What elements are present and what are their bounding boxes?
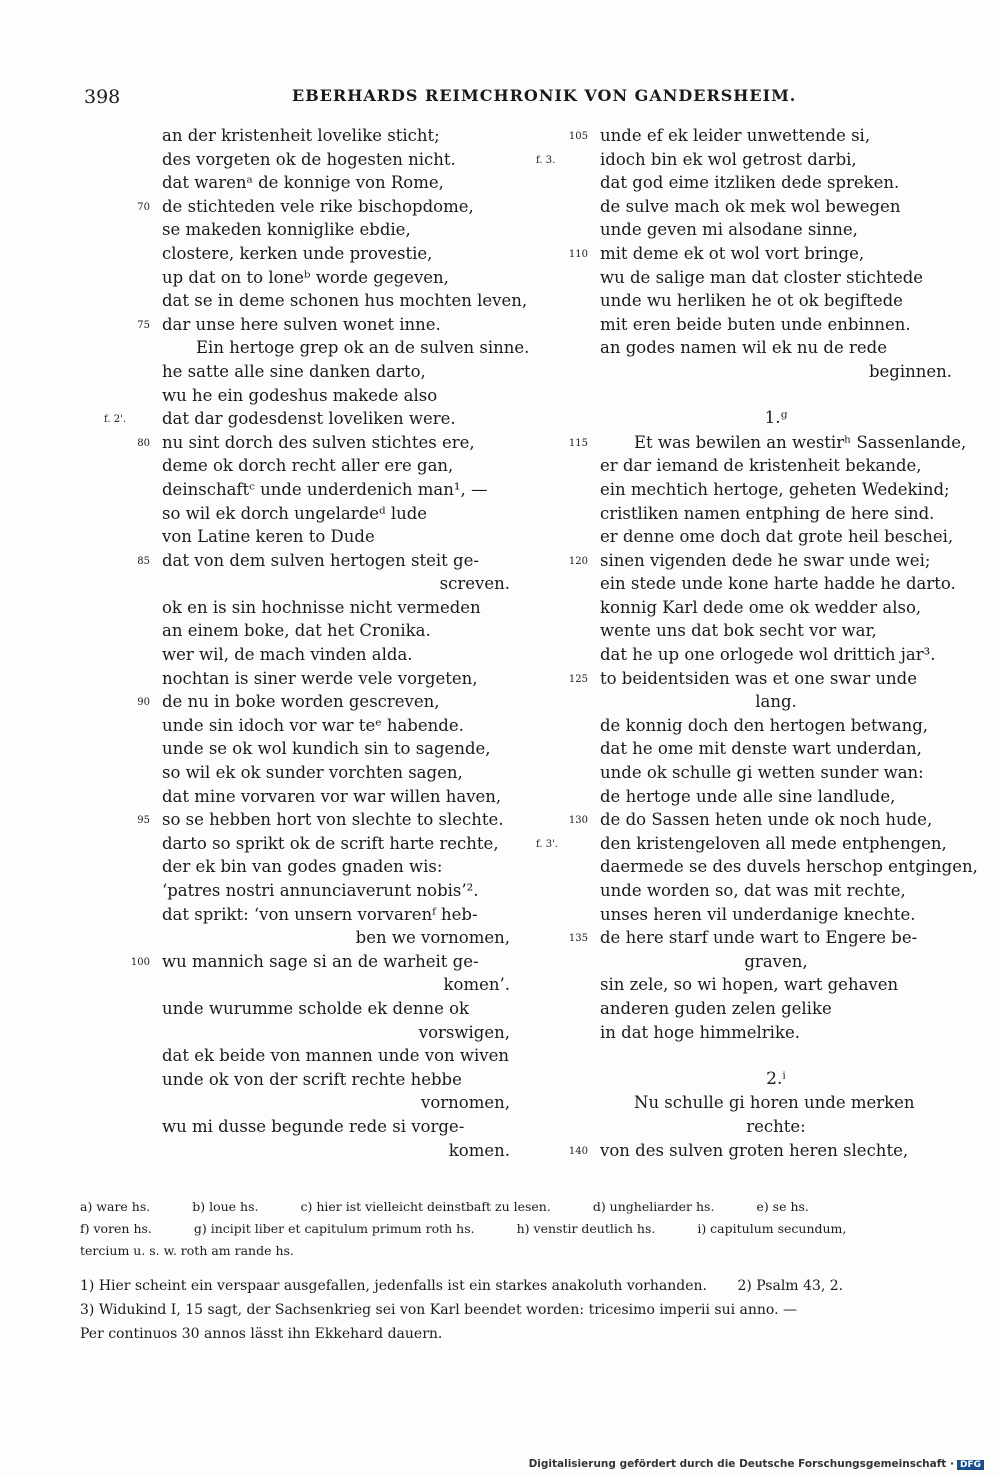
verse-line: [552, 218, 952, 242]
verse-line: [536, 148, 952, 172]
verse-text: wu mannich sage si an de warheit ge-: [162, 951, 479, 971]
verse-text: vornomen,: [421, 1093, 510, 1113]
line-number: 95: [137, 815, 150, 827]
dfg-logo: DFG: [957, 1460, 984, 1470]
verse-line: [80, 903, 510, 927]
verse-line: [80, 525, 510, 549]
verse-line: [80, 832, 510, 856]
verse-line: [552, 124, 952, 148]
verse-text: vorswigen,: [418, 1022, 510, 1042]
footnote-d: d) ungheliarder hs.: [592, 1199, 715, 1214]
verse-line: [80, 667, 510, 691]
verse-text: unde worden so, dat was mit rechte,: [600, 881, 906, 900]
line-number: 140: [568, 1145, 588, 1157]
verse-line: [552, 1021, 952, 1045]
verse-line: [80, 195, 510, 219]
verse-line: [80, 737, 510, 761]
verse-text: idoch bin ek wol getrost darbi,: [600, 149, 857, 169]
verse-text: to beidentsiden was et one swar unde: [600, 668, 917, 688]
footnote-3: 3) Widukind I, 15 sagt, der Sachsenkrieg sei von Karl beendet worden: tricesimo imperii sui anno. —: [80, 1302, 798, 1318]
verse-text: anderen guden zelen gelike: [600, 998, 832, 1018]
verse-line: [552, 596, 952, 620]
verse-line: [80, 313, 510, 337]
verse-line: [552, 384, 952, 408]
verse-text: nu sint dorch des sulven stichtes ere,: [162, 432, 475, 452]
verse-text: daermede se des duvels herschop entgingen,: [600, 857, 978, 877]
verse-text: cristliken namen entphing de here sind.: [600, 503, 935, 523]
verse-line: [80, 431, 510, 455]
folio-marker: f. 2'.: [104, 414, 126, 426]
right-verse-column: [536, 124, 978, 1162]
verse-text: so se hebben hort von slechte to slechte.: [162, 810, 504, 830]
verse-text: sin zele, so wi hopen, wart gehaven: [600, 975, 899, 995]
verse-line: [80, 785, 510, 809]
verse-line: [536, 832, 952, 856]
verse-line: [80, 124, 510, 148]
verse-line: [80, 1044, 510, 1068]
footnote-c: c) hier ist vielleicht deinstbaft zu lesen.: [300, 1199, 551, 1214]
line-number: 85: [137, 555, 150, 567]
footnote-i: i) capitulum secundum,: [697, 1221, 847, 1236]
line-number: 115: [568, 437, 588, 449]
verse-text: clostere, kerken unde provestie,: [162, 243, 433, 263]
verse-text: nochtan is siner werde vele vorgeten,: [162, 668, 478, 688]
verse-text: konnig Karl dede ome ok wedder also,: [600, 597, 922, 617]
line-number: 80: [137, 437, 150, 449]
footnote-f: f) voren hs.: [80, 1221, 152, 1236]
verse-line: [80, 761, 510, 785]
verse-line: [552, 667, 952, 691]
verse-text: ‘patres nostri annunciaverunt nobis’².: [162, 881, 479, 900]
verse-line: [80, 478, 510, 502]
verse-text: dat warenᵃ de konnige von Rome,: [162, 173, 444, 193]
verse-text: de hertoge unde alle sine landlude,: [600, 786, 896, 806]
verse-line: [552, 572, 956, 596]
verse-line: [80, 148, 510, 172]
verse-line: [80, 596, 510, 620]
verse-text: den kristengeloven all mede entphengen,: [600, 833, 947, 853]
line-number: 105: [568, 131, 588, 142]
verse-text: de stichteden vele rike bischopdome,: [162, 196, 474, 216]
verse-text: Nu schulle gi horen unde merken: [634, 1093, 915, 1113]
verse-line: [552, 808, 952, 832]
verse-text: unde ok schulle gi wetten sunder wan:: [600, 763, 924, 783]
verse-text: Ein hertoge grep ok an de sulven sinne.: [196, 338, 530, 358]
verse-line: [552, 431, 967, 455]
verse-text: de do Sassen heten unde ok noch hude,: [600, 810, 933, 830]
verse-text: der ek bin van godes gnaden wis:: [162, 857, 443, 877]
verse-text: er denne ome doch dat grote heil beschei,: [600, 527, 954, 547]
verse-text: unde wurumme scholde ek denne ok: [162, 998, 470, 1018]
footnote-h: h) venstir deutlich hs.: [516, 1221, 656, 1236]
verse-text: wer wil, de mach vinden alda.: [162, 645, 413, 665]
verse-text: de here starf unde wart to Engere be-: [600, 928, 918, 948]
verse-line: [80, 454, 510, 478]
footnotes-apparatus: [80, 1196, 942, 1262]
section-heading: 1.ᵍ: [764, 408, 788, 429]
verse-text: komen’.: [443, 975, 510, 995]
section-heading: 2.ⁱ: [766, 1068, 786, 1089]
verse-line: [80, 1115, 510, 1139]
verse-line: [552, 336, 952, 360]
verse-text: unses heren vil underdanige knechte.: [600, 904, 916, 924]
verse-line: [80, 1139, 510, 1163]
verse-text: de nu in boke worden gescreven,: [162, 692, 440, 712]
verse-text: dat dar godesdenst loveliken were.: [162, 409, 456, 429]
verse-line: [80, 619, 510, 643]
verse-line: [552, 926, 952, 950]
verse-text: ben we vornomen,: [355, 928, 510, 948]
footnotes-commentary: [80, 1274, 942, 1346]
verse-line: [80, 643, 510, 667]
verse-text: von Latine keren to Dude: [162, 527, 375, 547]
footnote-g: g) incipit liber et capitulum primum roth hs.: [193, 1221, 475, 1236]
verse-text: des vorgeten ok de hogesten nicht.: [162, 149, 456, 169]
line-number: 110: [568, 248, 588, 260]
footnote-a: a) ware hs.: [80, 1199, 151, 1214]
running-title: EBERHARDS REIMCHRONIK VON GANDERSHEIM.: [292, 86, 797, 105]
verse-line: [552, 549, 952, 573]
page-header: [0, 86, 1000, 110]
verse-line: [80, 690, 510, 714]
line-number: 120: [568, 555, 588, 567]
verse-text: dat he up one orlogede wol drittich jar³.: [600, 645, 936, 665]
verse-text: se makeden konniglike ebdie,: [162, 220, 411, 240]
verse-line: [80, 336, 530, 360]
verse-line: [552, 785, 952, 809]
verse-line: [552, 454, 952, 478]
credit-text: Digitalisierung gefördert durch die Deutsche Forschungsgemeinschaft ·: [528, 1458, 954, 1470]
line-number: 90: [137, 697, 150, 709]
verse-text: so wil ek ok sunder vorchten sagen,: [162, 763, 463, 783]
verse-line: [80, 950, 510, 974]
verse-text: an einem boke, dat het Cronika.: [162, 621, 431, 641]
verse-text: dat god eime itzliken dede spreken.: [600, 173, 900, 193]
verse-line: [552, 360, 952, 384]
verse-text: ein mechtich hertoge, geheten Wedekind;: [600, 479, 950, 499]
line-number: 135: [568, 933, 588, 945]
verse-text: unde geven mi alsodane sinne,: [600, 220, 858, 240]
verse-line: [552, 502, 952, 526]
verse-line: [80, 549, 510, 573]
verse-line: [80, 973, 510, 997]
footnote-b: b) loue hs.: [192, 1199, 259, 1214]
verse-line: [552, 1068, 952, 1092]
footnote-3-cont: Per continuos 30 annos lässt ihn Ekkehard dauern.: [80, 1326, 443, 1342]
verse-text: mit deme ek ot wol vort bringe,: [600, 243, 865, 263]
verse-text: unde sin idoch vor war teᵉ habende.: [162, 715, 464, 735]
verse-text: wu mi dusse begunde rede si vorge-: [162, 1116, 465, 1136]
verse-line: [552, 195, 952, 219]
line-number: 125: [568, 673, 588, 685]
verse-text: beginnen.: [868, 361, 952, 381]
verse-text: unde se ok wol kundich sin to sagende,: [162, 739, 491, 759]
verse-line: [552, 478, 952, 502]
verse-line: [552, 714, 952, 738]
verse-text: dat se in deme schonen hus mochten leven,: [162, 291, 528, 311]
verse-line: [80, 407, 510, 431]
verse-line: [80, 808, 510, 832]
verse-line: [552, 997, 952, 1021]
verse-line: [80, 171, 510, 195]
verse-text: so wil ek dorch ungelardeᵈ lude: [162, 503, 428, 523]
verse-line: [552, 973, 952, 997]
verse-text: wu de salige man dat closter stichtede: [600, 267, 924, 287]
verse-text: unde ok von der scrift rechte hebbe: [162, 1069, 462, 1089]
line-number: 100: [130, 956, 150, 968]
verse-line: [80, 1068, 510, 1092]
verse-text: Et was bewilen an westirʰ Sassenlande,: [634, 432, 967, 452]
verse-text: dat von dem sulven hertogen steit ge-: [162, 550, 479, 570]
verse-line: [80, 502, 510, 526]
verse-line: [80, 289, 528, 313]
verse-line: [552, 313, 952, 337]
verse-text: darto so sprikt ok de scrift harte rechte,: [162, 833, 499, 853]
verse-line: [552, 903, 952, 927]
verse-line: [80, 1021, 510, 1045]
line-number: 75: [137, 319, 150, 331]
verse-text: up dat on to loneᵇ worde gegeven,: [162, 267, 449, 287]
footnote-2: 2) Psalm 43, 2.: [737, 1278, 844, 1294]
footnote-1: 1) Hier scheint ein verspaar ausgefallen, jedenfalls ist ein starkes anakoluth vorhanden.: [80, 1278, 707, 1294]
verse-line: [80, 360, 510, 384]
verse-text: mit eren beide buten unde enbinnen.: [600, 314, 911, 334]
verse-line: [80, 218, 510, 242]
left-verse-column: [80, 124, 530, 1162]
verse-text: wente uns dat bok secht vor war,: [600, 621, 877, 641]
verse-text: de konnig doch den hertogen betwang,: [600, 715, 929, 735]
verse-text: wu he ein godeshus makede also: [162, 385, 438, 405]
verse-line: [80, 384, 510, 408]
verse-text: komen.: [448, 1140, 510, 1160]
verse-line: [552, 1139, 952, 1163]
verse-line: [552, 855, 978, 879]
verse-line: [552, 761, 952, 785]
verse-line: [80, 879, 510, 903]
verse-text: screven.: [439, 574, 510, 594]
verse-line: [80, 1091, 510, 1115]
verse-line: [552, 242, 952, 266]
verse-line: [552, 525, 952, 549]
verse-line: [80, 855, 510, 879]
verse-text: rechte:: [746, 1116, 806, 1136]
verse-line: [80, 997, 510, 1021]
folio-marker: f. 3.: [536, 154, 556, 166]
verse-line: [80, 926, 510, 950]
verse-line: [552, 619, 952, 643]
verse-text: dar unse here sulven wonet inne.: [162, 314, 441, 334]
verse-text: graven,: [744, 951, 808, 971]
verse-line: [552, 879, 952, 903]
verse-text: dat he ome mit denste wart underdan,: [600, 739, 922, 759]
verse-text: ein stede unde kone harte hadde he darto.: [600, 574, 956, 594]
verse-text: sinen vigenden dede he swar unde wei;: [600, 550, 931, 570]
line-number: 70: [137, 201, 150, 213]
verse-line: [80, 242, 510, 266]
verse-text: de sulve mach ok mek wol bewegen: [600, 196, 901, 216]
verse-line: [80, 572, 510, 596]
verse-line: [552, 1091, 952, 1115]
verse-text: dat sprikt: ‘von unsern vorvarenᶠ heb-: [162, 904, 478, 924]
verse-line: [552, 266, 952, 290]
verse-text: unde wu herliken he ot ok begiftede: [600, 291, 903, 311]
digitization-credit: [529, 1458, 984, 1470]
verse-line: [552, 950, 952, 974]
verse-line: [80, 714, 510, 738]
verse-line: [552, 643, 952, 667]
verse-text: unde ef ek leider unwettende si,: [600, 126, 871, 145]
verse-text: deinschaftᶜ unde underdenich man¹, —: [162, 479, 488, 499]
verse-text: in dat hoge himmelrike.: [600, 1022, 800, 1042]
verse-text: lang.: [755, 692, 797, 712]
verse-text: an godes namen wil ek nu de rede: [600, 338, 887, 358]
verse-line: [552, 1115, 952, 1139]
verse-text: ok en is sin hochnisse nicht vermeden: [162, 597, 481, 617]
verse-line: [80, 266, 510, 290]
folio-marker: f. 3'.: [536, 838, 558, 850]
footnote-i-cont: tercium u. s. w. roth am rande hs.: [80, 1243, 294, 1258]
verse-text: an der kristenheit lovelike sticht;: [162, 126, 440, 145]
verse-text: dat mine vorvaren vor war willen haven,: [162, 786, 502, 806]
verse-text: dat ek beide von mannen unde von wiven: [162, 1046, 510, 1066]
page-number: 398: [84, 86, 121, 108]
verse-line: [552, 1044, 952, 1068]
verse-line: [552, 690, 952, 714]
verse-line: [552, 171, 952, 195]
verse-text: he satte alle sine danken darto,: [162, 361, 426, 381]
verse-text: von des sulven groten heren slechte,: [600, 1140, 909, 1160]
verse-text: er dar iemand de kristenheit bekande,: [600, 456, 922, 476]
verse-line: [552, 737, 952, 761]
verse-text: deme ok dorch recht aller ere gan,: [162, 456, 454, 476]
verse-line: [552, 407, 952, 431]
verse-line: [552, 289, 952, 313]
line-number: 130: [568, 815, 588, 827]
footnote-e: e) se hs.: [756, 1199, 809, 1214]
